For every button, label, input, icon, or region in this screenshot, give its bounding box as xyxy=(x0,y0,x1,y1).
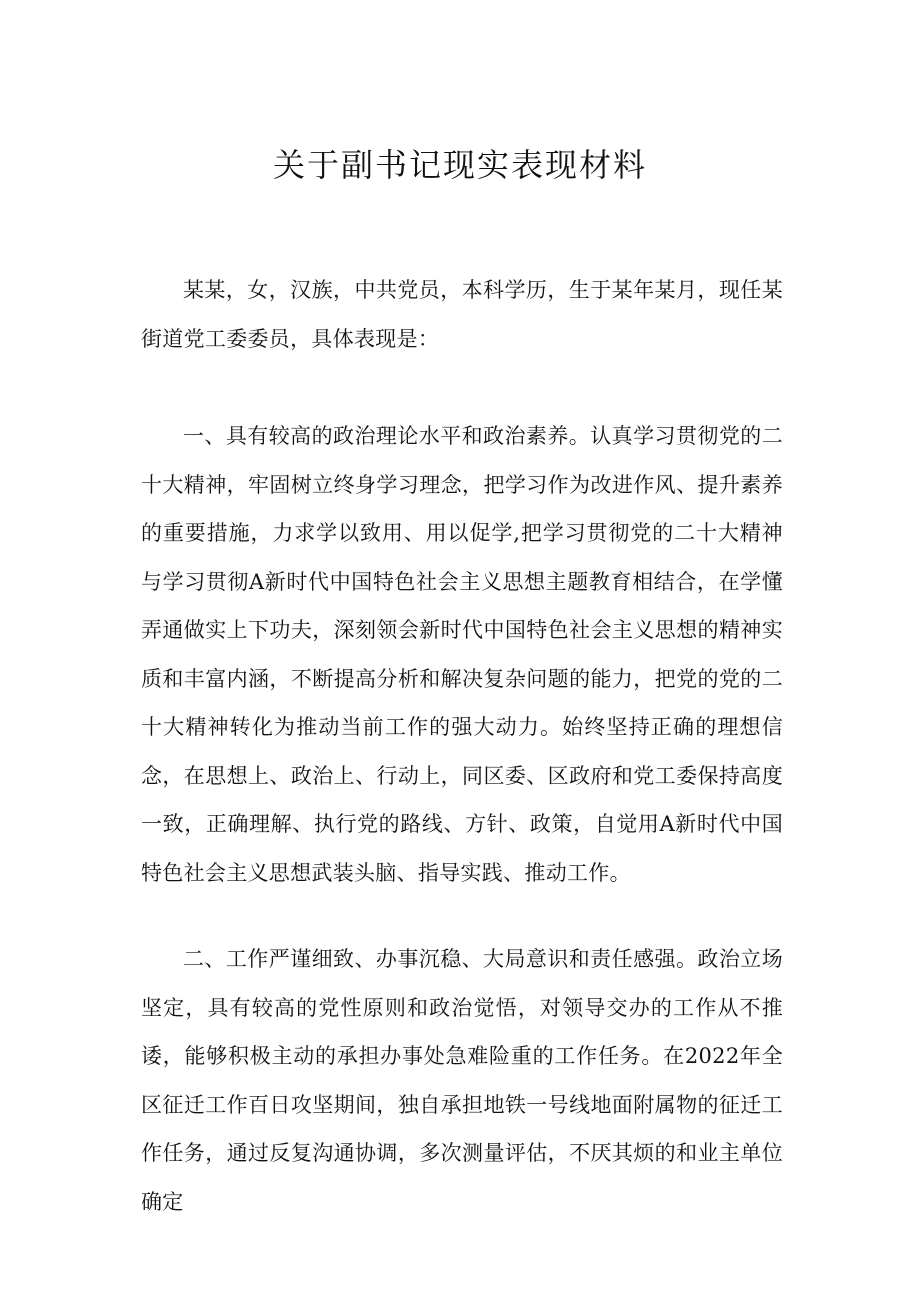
paragraph-section-one xyxy=(141,412,783,897)
paragraph-intro xyxy=(141,266,783,363)
paragraph-text: 一、具有较高的政治理论水平和政治素养。认真学习贯彻党的二十大精神，牢固树立终身学习理念，把学习作为改进作风、提升素养的重要措施，力求学以致用、用以促学,把学习贯彻党的二十大精神与学习贯彻A新时代中国特色社会主义思想主题教育相结合，在学懂弄通做实上下功夫，深刻领会新时代中国特色社会主义思想的精神实质和丰富内涵，不断提高分析和解决复杂问题的能力，把党的党的二十大精神转化为推动当前工作的强大动力。始终坚持正确的理想信念，在思想上、政治上、行动上，同区委、区政府和党工委保持高度一致，正确理解、执行党的路线、方针、政策，自觉用A新时代中国特色社会主义思想武装头脑、指导实践、推动工作。 xyxy=(141,424,783,885)
paragraph-section-two xyxy=(141,935,783,1226)
paragraph-text: 二、工作严谨细致、办事沉稳、大局意识和责任感强。政治立场坚定，具有较高的党性原则和政治觉悟，对领导交办的工作从不推诿，能够积极主动的承担办事处急难险重的工作任务。在2022年全区征迁工作百日攻坚期间，独自承担地铁一号线地面附属物的征迁工作任务，通过反复沟通协调，多次测量评估，不厌其烦的和业主单位确定 xyxy=(141,947,783,1214)
paragraph-text: 某某，女，汉族，中共党员，本科学历，生于某年某月，现任某街道党工委委员，具体表现是： xyxy=(141,278,783,351)
document-title: 关于副书记现实表现材料 xyxy=(272,146,647,184)
